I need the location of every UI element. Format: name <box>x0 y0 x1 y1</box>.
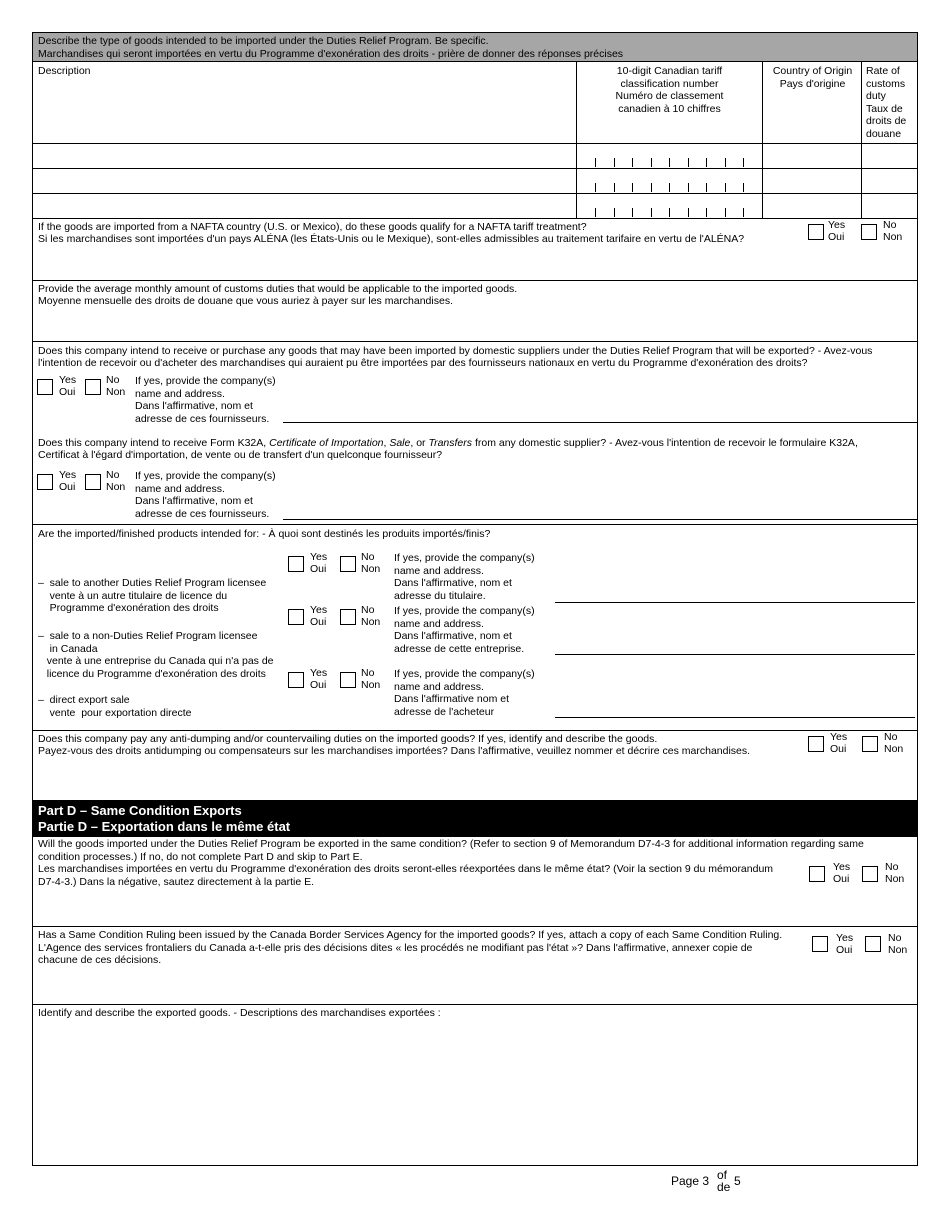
page-label: Page 3 <box>671 1174 710 1188</box>
same-condition-no-label: No Non <box>885 861 905 885</box>
domestic-q2-yes-checkbox[interactable] <box>37 474 53 490</box>
tariff-digit-tick <box>669 183 670 192</box>
nafta-question-en: If the goods are imported from a NAFTA country (U.S. or Mexico), do these goods qualify for a NAFTA tariff treatment? <box>38 221 587 233</box>
intended-opt2-provide-label: If yes, provide the company(s) name and address. Dans l'affirmative, nom et adresse de cette entreprise. <box>394 605 535 655</box>
page-total: 5 <box>734 1174 741 1188</box>
intended-opt3-no-checkbox[interactable] <box>340 672 356 688</box>
monthly-question-fr: Moyenne mensuelle des droits de douane que vous auriez à payer sur les marchandises. <box>38 295 453 307</box>
same-condition-yes-label: Yes Oui <box>833 861 851 885</box>
antidumping-question-fr: Payez-vous des droits antidumping ou compensateurs sur les marchandises importées? Dans l'affirmative, veuillez nommer et décrire ces marchandises. <box>38 745 751 757</box>
domestic-q1-suppliers-line[interactable] <box>283 422 917 423</box>
domestic-q1-yes-checkbox[interactable] <box>37 379 53 395</box>
tariff-digit-tick <box>669 158 670 167</box>
goods-row[interactable] <box>33 144 917 169</box>
monthly-question-en: Provide the average monthly amount of customs duties that would be applicable to the imported goods. <box>38 283 518 295</box>
domestic-q2-provide-label: If yes, provide the company(s) name and address. Dans l'affirmative, nom et adresse de ces fournisseurs. <box>135 470 276 520</box>
col-country-header: Country of Origin Pays d'origine <box>772 65 853 90</box>
goods-header-en: Describe the type of goods intended to be imported under the Duties Relief Program. Be specific. <box>38 35 489 47</box>
tariff-digit-tick <box>743 183 744 192</box>
domestic-q1-no-checkbox[interactable] <box>85 379 101 395</box>
domestic-q1-provide-label: If yes, provide the company(s) name and address. Dans l'affirmative, nom et adresse de ces fournisseurs. <box>135 375 276 425</box>
domestic-q2-line2: Certificat à l'égard d'importation, de vente ou de transfert d'un quelconque fournisseur? <box>38 449 443 461</box>
tariff-digit-tick <box>706 208 707 217</box>
intended-opt3-line[interactable] <box>555 717 915 718</box>
tariff-digit-tick <box>725 208 726 217</box>
antidumping-yes-checkbox[interactable] <box>808 736 824 752</box>
domestic-q2-yes-label: Yes Oui <box>59 469 77 493</box>
form-page <box>32 32 918 1166</box>
part-d-title-en: Part D – Same Condition Exports <box>38 803 242 818</box>
tariff-digit-tick <box>632 183 633 192</box>
col-rate-header: Rate of customs duty Taux de droits de douane <box>866 65 907 140</box>
ruling-yes-label: Yes Oui <box>836 932 854 956</box>
intended-opt1-no-label: No Non <box>361 551 381 575</box>
domestic-q2-no-checkbox[interactable] <box>85 474 101 490</box>
exported-goods-section[interactable] <box>33 1005 917 1165</box>
domestic-q2-suppliers-line[interactable] <box>283 519 917 520</box>
tariff-digit-tick <box>669 208 670 217</box>
intended-opt3-yes-label: Yes Oui <box>310 667 328 691</box>
intended-opt3-provide-label: If yes, provide the company(s) name and address. Dans l'affirmative nom et adresse de l'acheteur <box>394 668 535 718</box>
tariff-digit-tick <box>743 208 744 217</box>
nafta-no-checkbox[interactable] <box>861 224 877 240</box>
same-condition-yes-checkbox[interactable] <box>809 866 825 882</box>
ruling-no-label: No Non <box>888 932 908 956</box>
intended-opt1-line[interactable] <box>555 602 915 603</box>
tariff-digit-tick <box>762 183 763 192</box>
tariff-digit-tick <box>651 208 652 217</box>
nafta-yes-label: Yes Oui <box>828 219 846 243</box>
domestic-q1-line2: l'intention de recevoir ou d'acheter des marchandises qui auraient pu être importées par des fournisseurs nationaux en vertu du Programme d'exonération des droits? <box>38 357 808 369</box>
tariff-digit-tick <box>595 183 596 192</box>
tariff-digit-tick <box>725 158 726 167</box>
domestic-suppliers-section <box>33 342 917 525</box>
ruling-no-checkbox[interactable] <box>865 936 881 952</box>
antidumping-no-checkbox[interactable] <box>862 736 878 752</box>
intended-opt2-no-label: No Non <box>361 604 381 628</box>
tariff-digit-tick <box>762 158 763 167</box>
tariff-digit-tick <box>595 158 596 167</box>
same-condition-ruling-section <box>33 927 917 1005</box>
intended-opt1-yes-label: Yes Oui <box>310 551 328 575</box>
nafta-no-label: No Non <box>883 219 903 243</box>
intended-opt2-no-checkbox[interactable] <box>340 609 356 625</box>
antidumping-section <box>33 731 917 801</box>
monthly-duties-section <box>33 281 917 342</box>
tariff-digit-tick <box>614 158 615 167</box>
same-condition-no-checkbox[interactable] <box>862 866 878 882</box>
same-condition-export-section <box>33 837 917 927</box>
tariff-digit-tick <box>632 158 633 167</box>
antidumping-no-label: No Non <box>884 731 904 755</box>
domestic-q2-line1: Does this company intend to receive Form K32A, Certificate of Importation, Sale, or Transfers from any domestic supplier? - Avez-vous l'intention de recevoir le formulaire K32A, <box>38 437 858 449</box>
goods-row[interactable] <box>33 194 917 219</box>
domestic-q2-no-label: No Non <box>106 469 126 493</box>
ruling-question: Has a Same Condition Ruling been issued by the Canada Border Services Agency for the imported goods? If yes, attach a copy of each Same Condition Ruling. L'Agence des services frontaliers du Canada a-t-elle pris des décisions dites « les procédés ne modifiant pas l'état »? Dans l'affirmative, annexer copie de chacune de ces décisions. <box>38 929 783 966</box>
domestic-q1-no-label: No Non <box>106 374 126 398</box>
goods-table-col-headers <box>33 62 917 144</box>
intended-opt2-label: – sale to a non-Duties Relief Program licensee in Canada vente à une entreprise du Canada qui n'a pas de licence du Programme d'exonération des droits <box>38 630 274 680</box>
intended-opt2-line[interactable] <box>555 654 915 655</box>
part-d-title-fr: Partie D – Exportation dans le même état <box>38 819 291 834</box>
intended-opt1-no-checkbox[interactable] <box>340 556 356 572</box>
intended-opt2-yes-label: Yes Oui <box>310 604 328 628</box>
col-description-header: Description <box>38 65 91 77</box>
intended-question: Are the imported/finished products intended for: - À quoi sont destinés les produits importés/finis? <box>38 528 491 540</box>
tariff-digit-tick <box>595 208 596 217</box>
tariff-digit-tick <box>651 158 652 167</box>
same-condition-question: Will the goods imported under the Duties Relief Program be exported in the same condition? (Refer to section 9 of Memorandum D7-4-3 for additional information regarding same condition processes.) If no, do not complete Part D and skip to Part E. Les marchandises importées en vertu du Programme d'exonération des droits seront-elles réexportées dans le même état? (Voir la section 9 du mémorandum D7-4-3.) Dans la négative, sautez directement à la partie E. <box>38 838 864 888</box>
domestic-q1-line1: Does this company intend to receive or purchase any goods that may have been imported by domestic suppliers under the Duties Relief Program that will be exported? - Avez-vous <box>38 345 873 357</box>
tariff-digit-tick <box>614 208 615 217</box>
col-tariff-header: 10-digit Canadian tariff classification number Numéro de classement canadien à 10 chiffres <box>615 65 724 115</box>
intended-use-section <box>33 525 917 731</box>
tariff-digit-tick <box>743 158 744 167</box>
antidumping-question-en: Does this company pay any anti-dumping and/or countervailing duties on the imported goods? If yes, identify and describe the goods. <box>38 733 658 745</box>
tariff-digit-tick <box>651 183 652 192</box>
intended-opt2-yes-checkbox[interactable] <box>288 609 304 625</box>
intended-opt3-yes-checkbox[interactable] <box>288 672 304 688</box>
ruling-yes-checkbox[interactable] <box>812 936 828 952</box>
nafta-question-fr: Si les marchandises sont importées d'un pays ALÉNA (les États-Unis ou le Mexique), sont-elles admissibles au traitement tarifaire en vertu de l'ALÉNA? <box>38 233 745 245</box>
intended-opt1-yes-checkbox[interactable] <box>288 556 304 572</box>
intended-opt1-provide-label: If yes, provide the company(s) name and address. Dans l'affirmative, nom et adresse du titulaire. <box>394 552 535 602</box>
goods-header-fr: Marchandises qui seront importées en vertu du Programme d'exonération des droits - prière de donner des réponses précises <box>38 47 624 60</box>
tariff-digit-tick <box>688 158 689 167</box>
nafta-yes-checkbox[interactable] <box>808 224 824 240</box>
tariff-digit-tick <box>688 208 689 217</box>
tariff-digit-tick <box>688 183 689 192</box>
tariff-digit-tick <box>614 183 615 192</box>
intended-opt3-no-label: No Non <box>361 667 381 691</box>
tariff-digit-tick <box>706 183 707 192</box>
tariff-digit-tick <box>725 183 726 192</box>
intended-opt1-label: – sale to another Duties Relief Program licensee vente à un autre titulaire de licence du Programme d'exonération des droits <box>38 577 267 614</box>
nafta-section <box>33 219 917 281</box>
domestic-q1-yes-label: Yes Oui <box>59 374 77 398</box>
page-of-de: of de <box>717 1168 731 1194</box>
intended-opt3-label: – direct export sale vente pour exportation directe <box>38 694 192 719</box>
tariff-digit-tick <box>706 158 707 167</box>
tariff-digit-tick <box>762 208 763 217</box>
antidumping-yes-label: Yes Oui <box>830 731 848 755</box>
goods-row[interactable] <box>33 169 917 194</box>
part-d-header <box>33 801 917 837</box>
goods-table-header <box>33 33 917 62</box>
tariff-digit-tick <box>632 208 633 217</box>
exported-goods-question: Identify and describe the exported goods. - Descriptions des marchandises exportées : <box>38 1007 441 1019</box>
